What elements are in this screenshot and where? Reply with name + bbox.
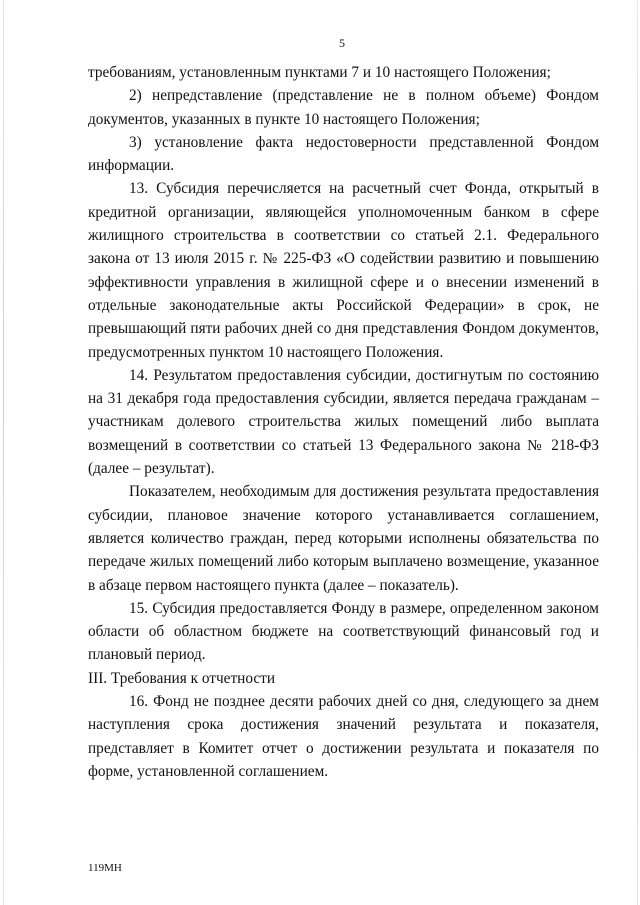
paragraph-item-3: 3) установление факта недостоверности представленной Фондом информации. — [88, 133, 599, 175]
paragraph-continuation: требованиям, установленным пунктами 7 и 10 настоящего Положения; — [88, 64, 551, 81]
paragraph-14: 14. Результатом предоставления субсидии, достигнутым по состоянию на 31 декабря года предоставления субсидии, является передача гражданам – участникам долевого строительства жилых помещений либо выплата возмещений в соответствии со статьей 13 Федерального закона № 218-ФЗ (далее – результат). — [88, 366, 599, 478]
scan-edge-left — [3, 0, 4, 905]
paragraph-16: 16. Фонд не позднее десяти рабочих дней со дня, следующего за днем наступления срока достижения значений результата и показателя, представляет в Комитет отчет о достижении результата и показателя по форме, установленной соглашением. — [88, 693, 599, 780]
paragraph-indicator: Показателем, необходимым для достижения результата предоставления субсидии, плановое значение которого устанавливается соглашением, является количество граждан, перед которыми исполнены обязательства по передаче жилых помещений либо которым выплачено возмещение, указанное в абзаце первом настоящего пункта (далее – показатель). — [88, 483, 599, 594]
paragraph-13: 13. Субсидия перечисляется на расчетный счет Фонда, открытый в кредитной организации, являющейся уполномоченным банком в сфере жилищного строительства в соответствии со статьей 2.1. Федерального закона от 13 июля 2015 г. № 225-ФЗ «О содействии развитию и повышению эффективности управления в жилищной сфере и о внесении изменений в отдельные законодательные акты Российской Федерации» в срок, не превышающий пяти рабочих дней со дня представления Фондом документов, предусмотренных пунктом 10 настоящего Положения. — [88, 180, 599, 361]
paragraph-item-2: 2) непредставление (представление не в полном объеме) Фондом документов, указанных в пункте 10 настоящего Положения; — [88, 87, 599, 128]
section-heading: III. Требования к отчетности — [88, 669, 276, 687]
document-body — [88, 61, 599, 783]
document-code: 119МН — [88, 862, 122, 874]
page-number: 5 — [339, 36, 345, 50]
scan-edge-right — [637, 0, 638, 905]
paragraph-15: 15. Субсидия предоставляется Фонду в размере, определенном законом области об областном бюджете на соответствующий финансовый год и плановый период. — [88, 599, 599, 664]
